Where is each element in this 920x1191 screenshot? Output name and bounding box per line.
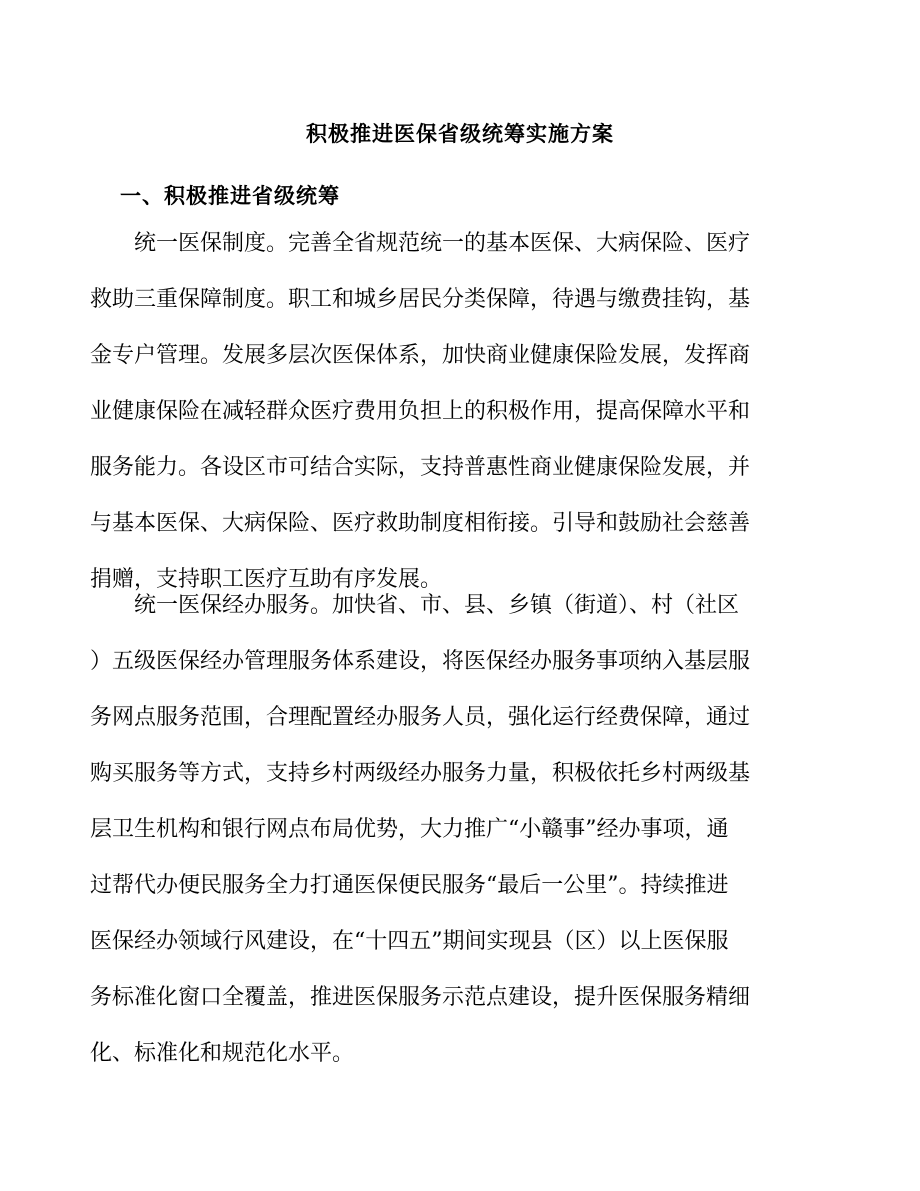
paragraph-line: 金专户管理。发展多层次医保体系，加快商业健康保险发展，发挥商	[90, 343, 751, 368]
paragraph-line: 与基本医保、大病保险、医疗救助制度相衔接。引导和鼓励社会慈善	[90, 511, 751, 536]
document-title: 积极推进医保省级统筹实施方案	[306, 121, 614, 146]
paragraph-line: 购买服务等方式，支持乡村两级经办服务力量，积极依托乡村两级基	[90, 761, 751, 786]
paragraph-line: 务标准化窗口全覆盖，推进医保服务示范点建设，提升医保服务精细	[90, 985, 751, 1010]
paragraph-line: ）五级医保经办管理服务体系建设，将医保经办服务事项纳入基层服	[90, 649, 751, 674]
paragraph-line: 捐赠，支持职工医疗互助有序发展。	[90, 567, 443, 592]
paragraph-unified-insurance-system	[90, 216, 830, 608]
paragraph-line: 统一医保经办服务。加快省、市、县、乡镇（街道）、村（社区	[134, 593, 740, 618]
paragraph-line: 医保经办领域行风建设，在“十四五”期间实现县（区）以上医保服	[90, 929, 729, 954]
paragraph-line: 层卫生机构和银行网点布局优势，大力推广“小赣事”经办事项，通	[90, 817, 729, 842]
paragraph-line: 务网点服务范围，合理配置经办服务人员，强化运行经费保障，通过	[90, 705, 751, 730]
paragraph-line: 过帮代办便民服务全力打通医保便民服务“最后一公里”。持续推进	[90, 873, 729, 898]
paragraph-line: 统一医保制度。完善全省规范统一的基本医保、大病保险、医疗	[134, 231, 751, 256]
section-heading: 一、积极推进省级统筹	[120, 183, 340, 208]
paragraph-line: 服务能力。各设区市可结合实际，支持普惠性商业健康保险发展，并	[90, 455, 751, 480]
paragraph-line: 化、标准化和规范化水平。	[90, 1041, 355, 1066]
paragraph-line: 救助三重保障制度。职工和城乡居民分类保障，待遇与缴费挂钩，基	[90, 287, 751, 312]
paragraph-unified-service	[90, 578, 830, 1082]
paragraph-line: 业健康保险在减轻群众医疗费用负担上的积极作用，提高保障水平和	[90, 399, 751, 424]
